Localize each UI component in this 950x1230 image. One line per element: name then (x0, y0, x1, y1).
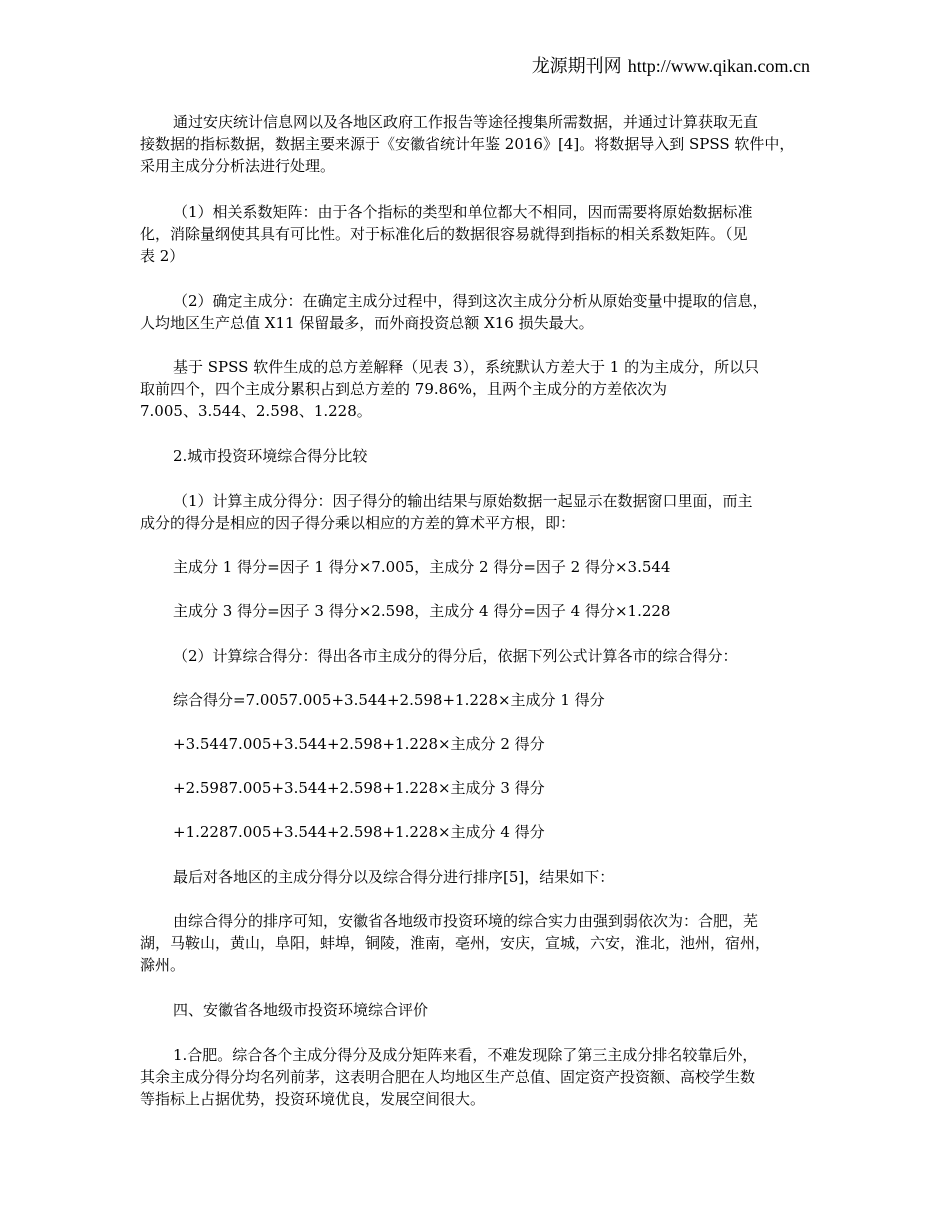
text-line: 表 2） (140, 247, 185, 265)
formula-line (140, 556, 826, 578)
text-line: +2.5987.005+3.544+2.598+1.228×主成分 3 得分 (173, 779, 545, 797)
text-line: 1.合肥。综合各个主成分得分及成分矩阵来看，不难发现除了第三主成分排名较靠后外， (173, 1046, 758, 1064)
text-line: 其余主成分得分均名列前茅，这表明合肥在人均地区生产总值、固定资产投资额、高校学生数 (140, 1068, 756, 1086)
formula-line (140, 733, 826, 755)
section-heading (140, 445, 826, 467)
text-line: （1）计算主成分得分：因子得分的输出结果与原始数据一起显示在数据窗口里面，而主 (173, 492, 753, 510)
paragraph (140, 356, 826, 422)
paragraph (140, 290, 826, 334)
paragraph (140, 866, 826, 888)
text-line: 接数据的指标数据，数据主要来源于《安徽省统计年鉴 2016》[4]。将数据导入到 SPSS 软件中， (140, 135, 795, 153)
text-line: 2.城市投资环境综合得分比较 (173, 447, 368, 465)
site-url[interactable]: http://www.qikan.com.cn (627, 56, 810, 76)
text-line: （2）确定主成分：在确定主成分过程中，得到这次主成分分析从原始变量中提取的信息， (173, 292, 768, 310)
text-line: 湖，马鞍山，黄山，阜阳，蚌埠，铜陵，淮南，亳州，安庆，宣城，六安，淮北，池州，宿州， (140, 934, 771, 952)
formula-line (140, 821, 826, 843)
page-header (532, 54, 810, 79)
text-line: 7.005、3.544、2.598、1.228。 (140, 402, 372, 420)
text-line: 化，消除量纲使其具有可比性。对于标准化后的数据很容易就得到指标的相关系数矩阵。（见 (140, 225, 748, 243)
text-line: 滁州。 (140, 956, 186, 974)
site-name: 龙源期刊网 (531, 56, 622, 77)
formula-line (140, 777, 826, 799)
formula-line (140, 600, 826, 622)
text-line: 等指标上占据优势，投资环境优良，发展空间很大。 (140, 1090, 486, 1108)
text-line: +1.2287.005+3.544+2.598+1.228×主成分 4 得分 (173, 823, 545, 841)
text-line: 主成分 3 得分=因子 3 得分×2.598，主成分 4 得分=因子 4 得分×1.228 (173, 602, 671, 620)
paragraph (140, 490, 826, 534)
formula-line (140, 689, 826, 711)
text-line: （1）相关系数矩阵：由于各个指标的类型和单位都大不相同，因而需要将原始数据标准 (173, 203, 753, 221)
text-line: 成分的得分是相应的因子得分乘以相应的方差的算术平方根，即： (140, 514, 576, 532)
paragraph (140, 910, 826, 976)
text-line: 由综合得分的排序可知，安徽省各地级市投资环境的综合实力由强到弱依次为：合肥，芜 (173, 912, 759, 930)
text-line: 采用主成分分析法进行处理。 (140, 157, 336, 175)
text-line: 最后对各地区的主成分得分以及综合得分进行排序[5]，结果如下： (173, 868, 615, 886)
text-line: 主成分 1 得分=因子 1 得分×7.005，主成分 2 得分=因子 2 得分×3.544 (173, 558, 671, 576)
paragraph (140, 645, 826, 667)
section-heading (140, 999, 826, 1021)
text-line: 通过安庆统计信息网以及各地区政府工作报告等途径搜集所需数据，并通过计算获取无直 (173, 113, 759, 131)
text-line: 人均地区生产总值 X11 保留最多，而外商投资总额 X16 损失最大。 (140, 314, 594, 332)
paragraph (140, 1044, 826, 1110)
text-line: （2）计算综合得分：得出各市主成分的得分后，依据下列公式计算各市的综合得分： (173, 647, 738, 665)
paragraph (140, 201, 826, 267)
text-line: 基于 SPSS 软件生成的总方差解释（见表 3），系统默认方差大于 1 的为主成分，所以只 (173, 358, 760, 376)
text-line: 综合得分=7.0057.005+3.544+2.598+1.228×主成分 1 得分 (173, 691, 605, 709)
text-line: 取前四个，四个主成分累积占到总方差的 79.86%，且两个主成分的方差依次为 (140, 380, 667, 398)
text-line: 四、安徽省各地级市投资环境综合评价 (173, 1001, 429, 1019)
paragraph (140, 111, 826, 177)
text-line: +3.5447.005+3.544+2.598+1.228×主成分 2 得分 (173, 735, 545, 753)
